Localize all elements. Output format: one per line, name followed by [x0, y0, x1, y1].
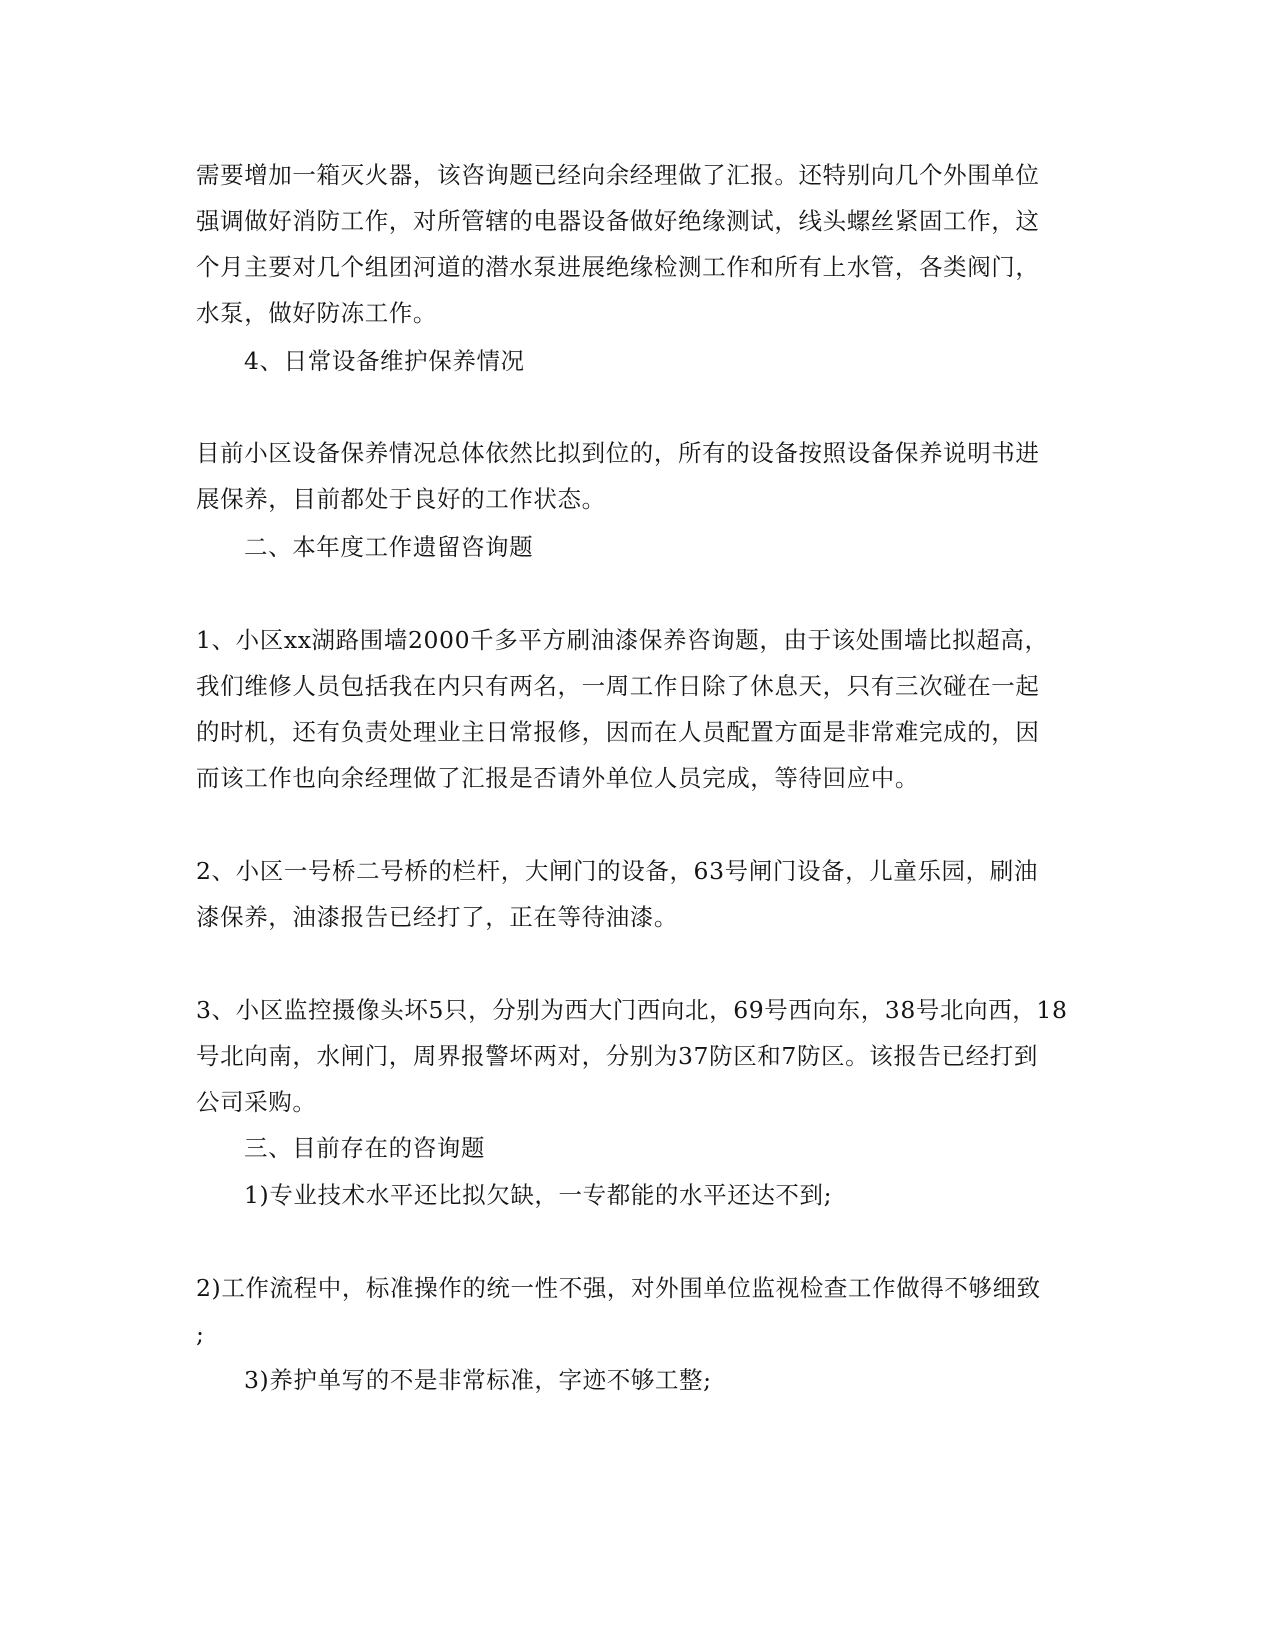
paragraph-problem-1: [244, 1172, 1124, 1218]
text-line: ;: [196, 1320, 205, 1348]
paragraph-item-3: [196, 987, 1076, 1125]
heading-section-three: [244, 1125, 1124, 1171]
text-line: 而该工作也向余经理做了汇报是否请外单位人员完成，等待回应中。: [196, 764, 919, 792]
text-line: 二、本年度工作遗留咨询题: [244, 533, 534, 561]
text-line: 2、小区一号桥二号桥的栏杆，大闸门的设备，63号闸门设备，儿童乐园，刷油: [196, 857, 1038, 885]
heading-maintenance: [244, 338, 1124, 384]
text-line: 2)工作流程中，标准操作的统一性不强，对外围单位监视检查工作做得不够细致: [196, 1274, 1041, 1302]
paragraph-problem-3: [244, 1357, 1124, 1403]
paragraph-item-1: [196, 617, 1076, 801]
text-line: 3、小区监控摄像头坏5只，分别为西大门西向北，69号西向东，38号北向西，18: [196, 996, 1068, 1024]
text-line: 漆保养，油漆报告已经打了，正在等待油漆。: [196, 903, 678, 931]
text-line: 4、日常设备维护保养情况: [244, 347, 525, 375]
text-line: 三、目前存在的咨询题: [244, 1134, 485, 1162]
text-line: 1、小区xx湖路围墙2000千多平方刷油漆保养咨询题，由于该处围墙比拟超高，: [196, 626, 1049, 654]
text-line: 个月主要对几个组团河道的潜水泵进展绝缘检测工作和所有上水管，各类阀门，: [196, 253, 1040, 281]
text-line: 展保养，目前都处于良好的工作状态。: [196, 485, 606, 513]
text-line: 1)专业技术水平还比拟欠缺，一专都能的水平还达不到;: [244, 1181, 833, 1209]
text-line: 我们维修人员包括我在内只有两名，一周工作日除了休息天，只有三次碰在一起: [196, 672, 1040, 700]
paragraph-item-2: [196, 848, 1076, 940]
paragraph-problem-2: [196, 1265, 1076, 1357]
text-line: 号北向南，水闸门，周界报警坏两对，分别为37防区和7防区。该报告已经打到: [196, 1042, 1038, 1070]
text-line: 公司采购。: [196, 1088, 317, 1116]
heading-section-two: [244, 524, 1124, 570]
text-line: 的时机，还有负责处理业主日常报修，因而在人员配置方面是非常难完成的，因: [196, 718, 1040, 746]
text-line: 目前小区设备保养情况总体依然比拟到位的，所有的设备按照设备保养说明书进: [196, 439, 1040, 467]
text-line: 水泵，做好防冻工作。: [196, 299, 437, 327]
text-line: 3)养护单写的不是非常标准，字迹不够工整;: [244, 1366, 712, 1394]
paragraph-fire-safety: [196, 152, 1076, 336]
text-line: 强调做好消防工作，对所管辖的电器设备做好绝缘测试，线头螺丝紧固工作，这: [196, 207, 1040, 235]
paragraph-maintenance: [196, 430, 1076, 522]
text-line: 需要增加一箱灭火器，该咨询题已经向余经理做了汇报。还特别向几个外围单位: [196, 161, 1040, 189]
